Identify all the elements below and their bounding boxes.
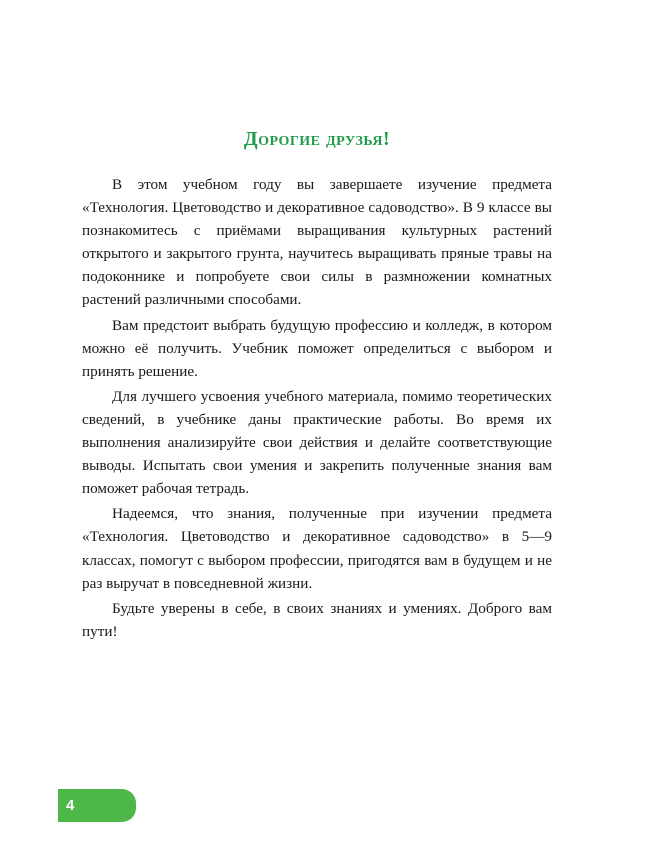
page-title: Дорогие друзья! xyxy=(243,128,391,150)
paragraph-5: Будьте уверены в себе, в своих знаниях и умениях. Доброго вам пути! xyxy=(82,599,552,640)
page-number-badge xyxy=(58,789,136,822)
paragraph-1: В этом учебном году вы завершаете изучение предмета «Технология. Цветоводство и декоративное садоводство». В 9 классе вы познакомитесь с приёмами выращивания культурных растений открытого и закрытого грунта, научитесь выращивать пряные травы на подоконнике и попробуете свои силы в размножении комнатных растений различными способами. xyxy=(82,176,552,309)
paragraph-3: Для лучшего усвоения учебного материала, помимо теоретических сведений, в учебнике даны практические работы. Во время их выполнения анализируйте свои действия и делайте соответствующие выводы. Испытать свои умения и закрепить полученные знания вам поможет рабочая тетрадь. xyxy=(82,387,552,498)
page-content xyxy=(82,128,552,645)
page-number: 4 xyxy=(66,797,75,814)
paragraph-2: Вам предстоит выбрать будущую профессию и колледж, в котором можно её получить. Учебник поможет определиться с выбором и принять решение. xyxy=(82,316,552,380)
paragraph-4: Надеемся, что знания, полученные при изучении предмета «Технология. Цветоводство и декоративное садоводство» в 5—9 классах, помогут с выбором профессии, пригодятся вам в будущем и не раз выручат в повседневной жизни. xyxy=(82,505,552,592)
